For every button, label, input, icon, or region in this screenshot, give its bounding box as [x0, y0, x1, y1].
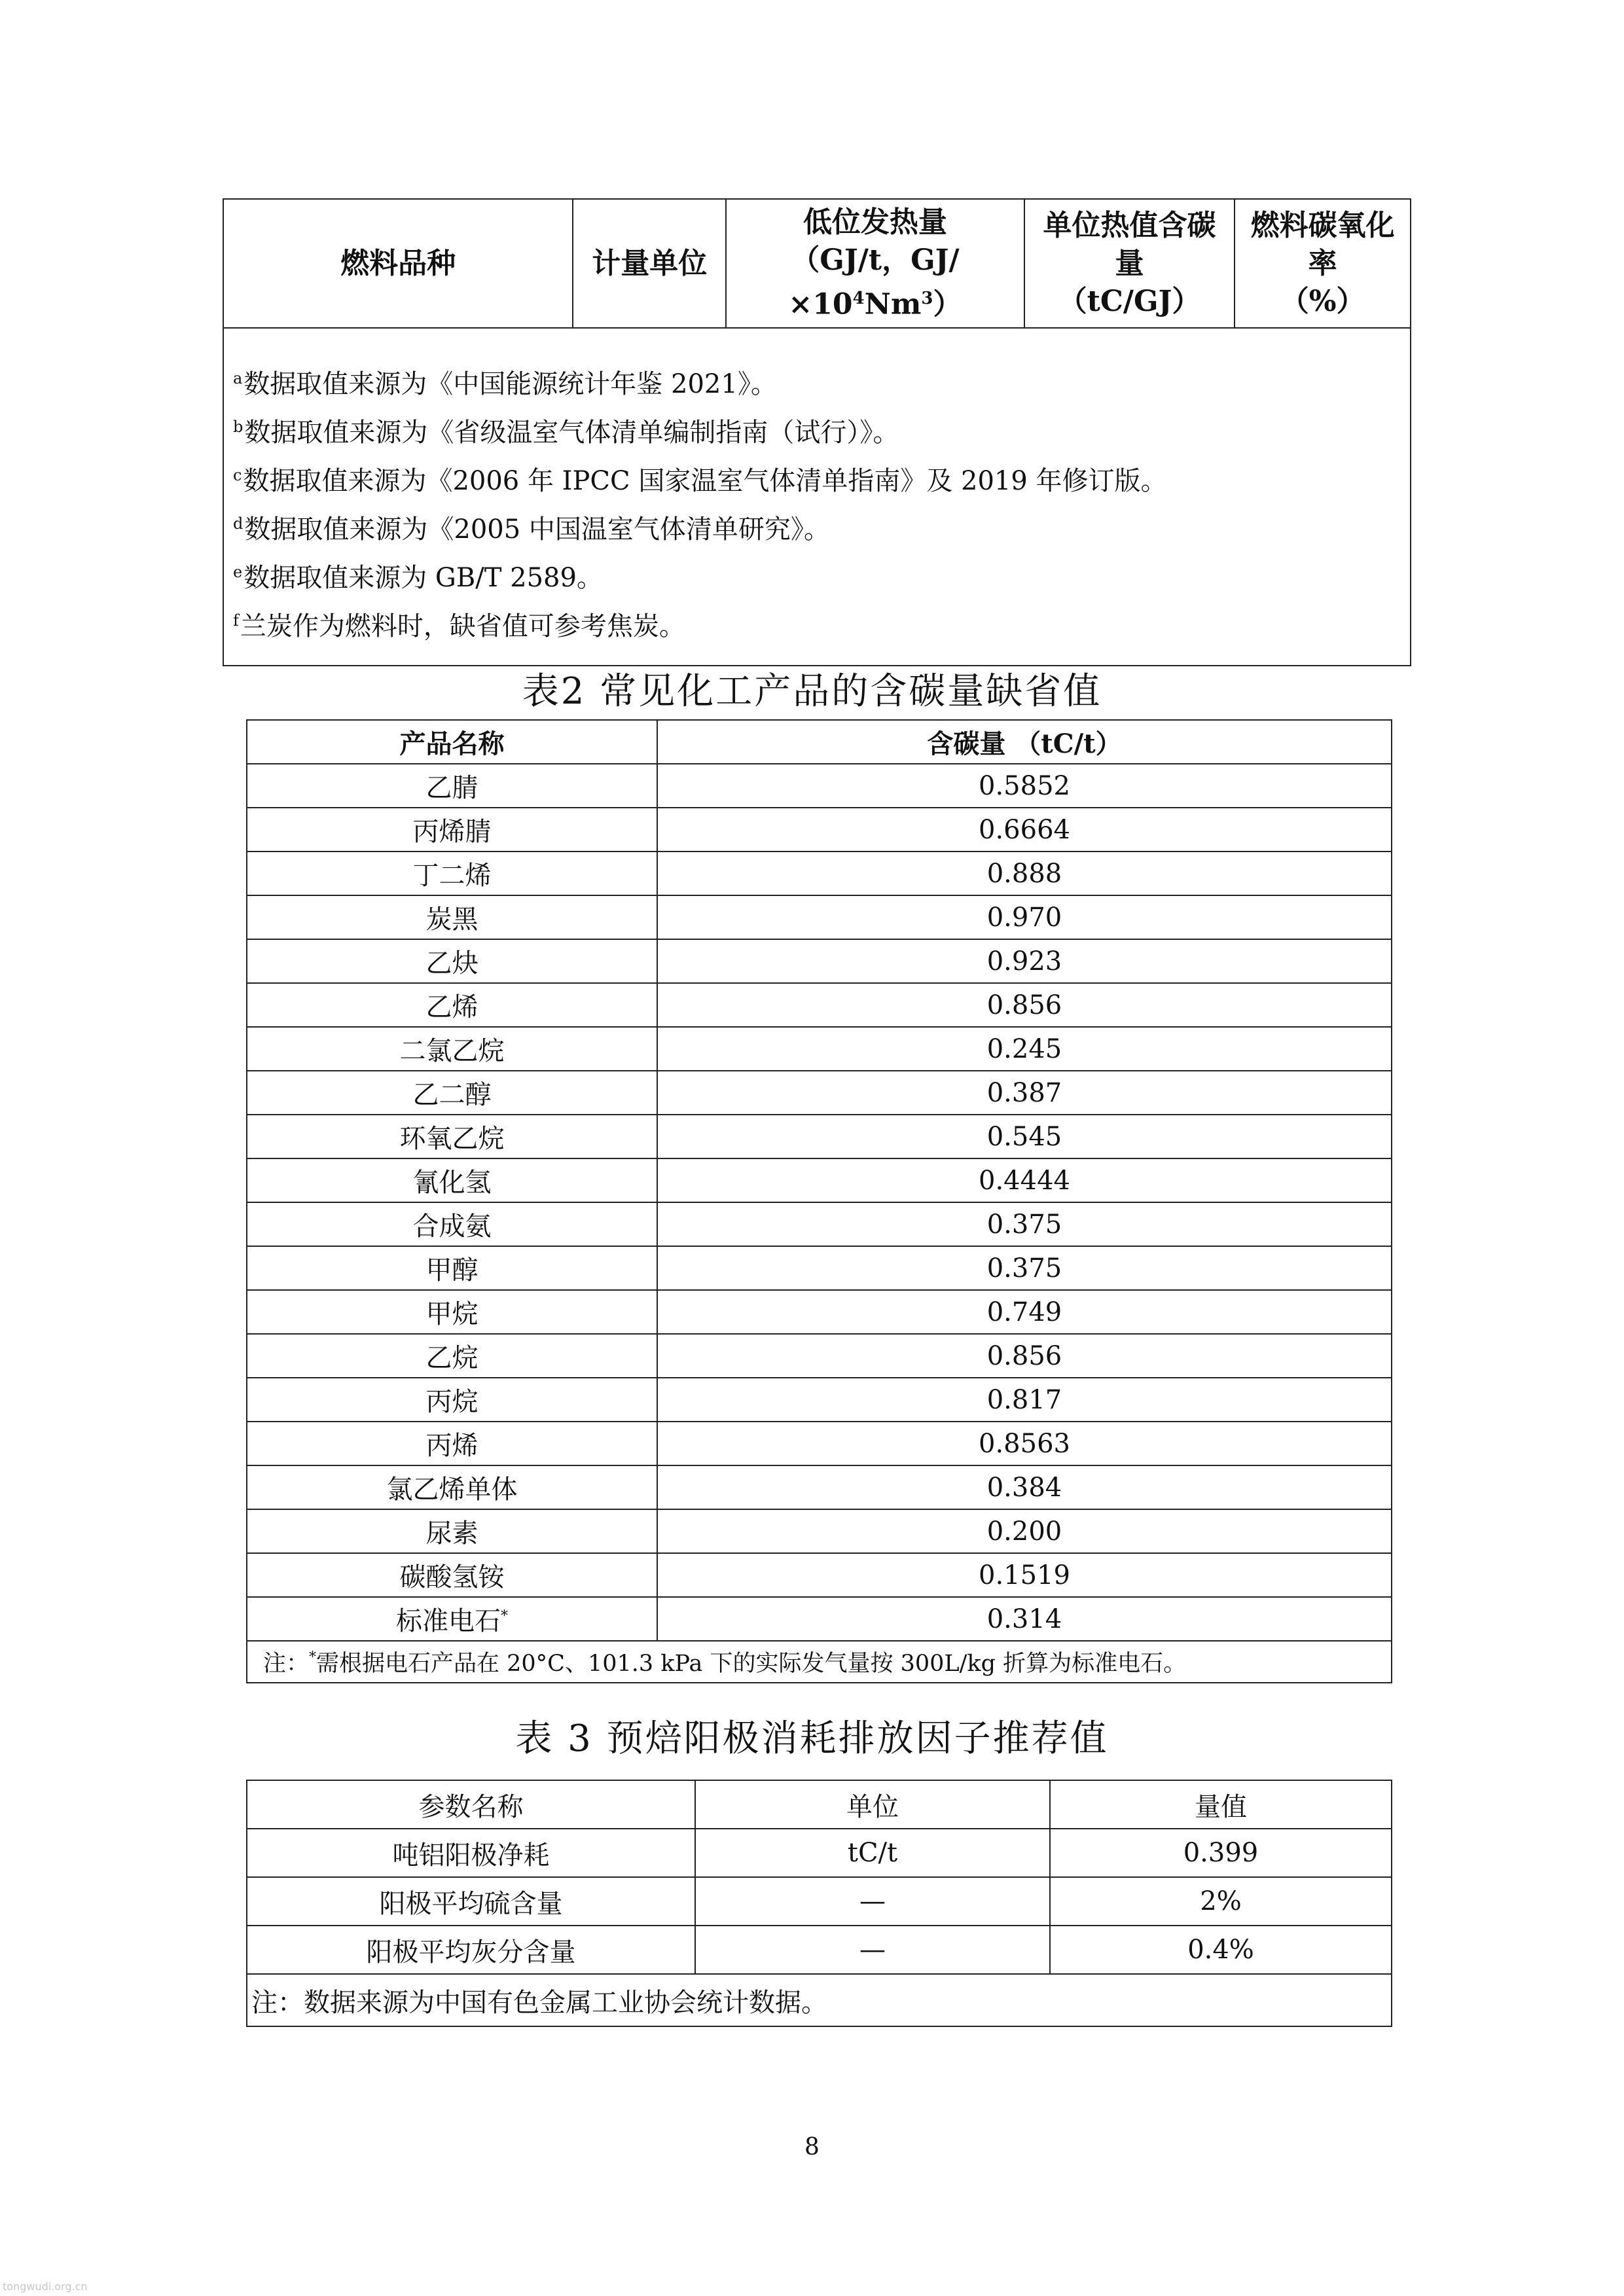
table3-body — [247, 1829, 1392, 1974]
table-row — [247, 1553, 1392, 1597]
table-row — [247, 1334, 1392, 1378]
table-row — [247, 1027, 1392, 1071]
header-lhv-unit: （GJ/t，$GJ/\times 10^4Nm^3$） — [788, 243, 962, 321]
header-param-name: 参数名称 — [247, 1780, 695, 1829]
product-name-cell: 乙炔 — [247, 939, 657, 983]
product-name-cell: 乙二醇 — [247, 1071, 657, 1115]
table-row — [247, 1246, 1392, 1290]
note-f: $^f$兰炭作为燃料时，缺省值可参考焦炭。 — [233, 611, 685, 641]
unit-cell: tC/t — [695, 1829, 1050, 1877]
value-cell: 2% — [1050, 1877, 1392, 1926]
table-row — [247, 1115, 1392, 1158]
carbon-value-cell: 0.8563 — [657, 1422, 1392, 1465]
table-row — [247, 1597, 1392, 1641]
table-row — [247, 764, 1392, 808]
table-row — [247, 939, 1392, 983]
header-carbon-content: 含碳量 （tC/t） — [657, 720, 1392, 764]
product-name-cell: 合成氨 — [247, 1202, 657, 1246]
table-row — [247, 1829, 1392, 1877]
product-name-cell: 乙腈 — [247, 764, 657, 808]
carbon-value-cell: 0.384 — [657, 1465, 1392, 1509]
carbon-value-cell: 0.817 — [657, 1378, 1392, 1422]
table-row — [247, 1071, 1392, 1115]
note-c: $^c$数据取值来源为《2006 年 IPCC 国家温室气体清单指南》及 2019 年修订版。 — [233, 466, 1167, 496]
note-d: $^d$数据取值来源为《2005 中国温室气体清单研究》。 — [233, 514, 830, 545]
note-a: $^a$数据取值来源为《中国能源统计年鉴 2021》。 — [233, 369, 777, 399]
header-fuel-type: 燃料品种 — [223, 199, 573, 328]
product-name-cell: 甲醇 — [247, 1246, 657, 1290]
table-row — [247, 1465, 1392, 1509]
carbon-value-cell: 0.245 — [657, 1027, 1392, 1071]
carbon-value-cell: 0.387 — [657, 1071, 1392, 1115]
header-oxidation-rate: 燃料碳氧化率 （%） — [1235, 199, 1411, 328]
param-cell: 阳极平均硫含量 — [247, 1877, 695, 1926]
table2-header-row — [247, 720, 1392, 764]
carbon-value-cell: 0.888 — [657, 852, 1392, 895]
header-lhv — [726, 199, 1024, 328]
param-cell: 阳极平均灰分含量 — [247, 1926, 695, 1974]
header-value: 量值 — [1050, 1780, 1392, 1829]
table-row — [247, 1378, 1392, 1422]
header-product-name: 产品名称 — [247, 720, 657, 764]
carbon-value-cell: 0.6664 — [657, 808, 1392, 852]
table2-caption: 表2 常见化工产品的含碳量缺省值 — [522, 670, 1102, 713]
table2-note-row — [247, 1641, 1392, 1683]
product-name-cell: 丙烯 — [247, 1422, 657, 1465]
header-unit: 计量单位 — [573, 199, 726, 328]
product-name-cell: 氰化氢 — [247, 1158, 657, 1202]
carbon-value-cell: 0.4444 — [657, 1158, 1392, 1202]
header-lhv-title: 低位发热量 — [803, 205, 947, 239]
carbon-value-cell: 0.545 — [657, 1115, 1392, 1158]
unit-cell: — — [695, 1877, 1050, 1926]
table2-note: 注：*需根据电石产品在 20°C、101.3 kPa 下的实际发气量按 300L/kg 折算为标准电石。 — [247, 1641, 1392, 1683]
watermark: tongwudi.org.cn — [3, 2280, 88, 2293]
table3-note: 注：数据来源为中国有色金属工业协会统计数据。 — [247, 1974, 1392, 2026]
unit-cell: — — [695, 1926, 1050, 1974]
carbon-value-cell: 0.856 — [657, 983, 1392, 1027]
table-row — [247, 1422, 1392, 1465]
value-cell: 0.399 — [1050, 1829, 1392, 1877]
product-name-cell: 碳酸氢铵 — [247, 1553, 657, 1597]
header-unit: 单位 — [695, 1780, 1050, 1829]
table-row — [247, 895, 1392, 939]
fuel-table-notes — [223, 328, 1411, 666]
fuel-table-header-row — [223, 199, 1411, 328]
value-cell: 0.4% — [1050, 1926, 1392, 1974]
product-name-cell: 环氧乙烷 — [247, 1115, 657, 1158]
fuel-table-continued — [223, 198, 1411, 666]
product-name-cell: 尿素 — [247, 1509, 657, 1553]
carbon-value-cell: 0.923 — [657, 939, 1392, 983]
product-name-cell: 二氯乙烷 — [247, 1027, 657, 1071]
carbon-value-cell: 0.375 — [657, 1246, 1392, 1290]
table3-header-row — [247, 1780, 1392, 1829]
table-row — [247, 1202, 1392, 1246]
table-row — [247, 1509, 1392, 1553]
table-row — [247, 1926, 1392, 1974]
table-row — [247, 1877, 1392, 1926]
note-b: $^b$数据取值来源为《省级温室气体清单编制指南（试行）》。 — [233, 418, 899, 448]
product-name-cell: 炭黑 — [247, 895, 657, 939]
table-row — [247, 808, 1392, 852]
fuel-table-notes-row — [223, 328, 1411, 666]
table3-caption: 表 3 预焙阳极消耗排放因子推荐值 — [515, 1717, 1109, 1760]
product-name-cell: 乙烷 — [247, 1334, 657, 1378]
product-name-cell: 丙烷 — [247, 1378, 657, 1422]
table-row — [247, 1158, 1392, 1202]
anode-emission-table — [246, 1780, 1392, 2027]
carbon-value-cell: 0.856 — [657, 1334, 1392, 1378]
carbon-value-cell: 0.314 — [657, 1597, 1392, 1641]
carbon-value-cell: 0.970 — [657, 895, 1392, 939]
header-carbon-content: 单位热值含碳量 （tC/GJ） — [1024, 199, 1235, 328]
product-name-cell: 标准电石* — [247, 1597, 657, 1641]
carbon-value-cell: 0.1519 — [657, 1553, 1392, 1597]
product-name-cell: 甲烷 — [247, 1290, 657, 1334]
product-name-cell: 氯乙烯单体 — [247, 1465, 657, 1509]
carbon-value-cell: 0.375 — [657, 1202, 1392, 1246]
note-e: $^e$数据取值来源为 GB/T 2589。 — [233, 563, 603, 593]
carbon-value-cell: 0.200 — [657, 1509, 1392, 1553]
table-row — [247, 1290, 1392, 1334]
carbon-value-cell: 0.5852 — [657, 764, 1392, 808]
table2-body — [247, 764, 1392, 1641]
chemical-carbon-table — [246, 719, 1392, 1683]
product-name-cell: 乙烯 — [247, 983, 657, 1027]
product-name-cell: 丙烯腈 — [247, 808, 657, 852]
product-name-cell: 丁二烯 — [247, 852, 657, 895]
table3-note-row — [247, 1974, 1392, 2026]
page-number: 8 — [804, 2134, 820, 2161]
table-row — [247, 983, 1392, 1027]
param-cell: 吨铝阳极净耗 — [247, 1829, 695, 1877]
table-row — [247, 852, 1392, 895]
carbon-value-cell: 0.749 — [657, 1290, 1392, 1334]
